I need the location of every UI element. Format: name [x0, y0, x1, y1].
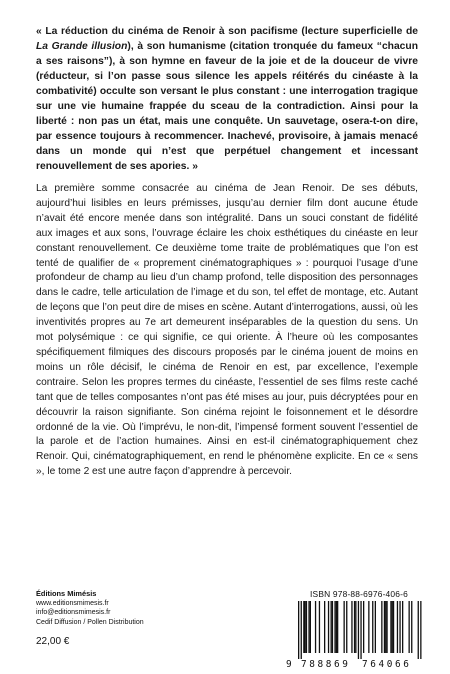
barcode-bar — [385, 601, 386, 653]
price: 22,00 € — [36, 636, 70, 647]
publisher-email: info@editionsmimesis.fr — [36, 609, 111, 616]
barcode-bar — [328, 601, 329, 653]
barcode-bar — [344, 601, 345, 653]
book-description: La première somme consacrée au cinéma de Jean Renoir. De ses débuts, aujourd’hui lisibles en leurs prémisses, jusqu’au dernier film dont aucune étude n’avait été encore menée dans son intégralité. Dans un souci constant de fidélité aux images et aux sons, l’ouvrage éclaire les choix esthétiques du cinéaste en leur constant renouvellement. Ce deuxième tome traite de problématiques que l’on est tenté de qualifier de « proprement cinématographiques » : pourquoi l’usage d’une profondeur de champ au lieu d’un champ profond, telle disposition des personnages dans le cadre, telle articulation de l’image et du son, tel effet de montage, etc. Autant de leçons que l’on peut dire de mises en scène. Autant d’interrogations, aussi, où les inventivités propres au 7e art demeurent inséparables de la question du sens. Un mot polysémique : ce qui signifie, ce qui oriente. À l’heure où les composantes spécifiquement filmiques des discours proposés par le cinéma jouent de moins en moins un rôle décisif, le cinéma de Renoir en est, par excellence, l’exemple contraire. Selon les propres termes du cinéaste, l’essentiel de ses films reste caché tant que de telles composantes n’ont pas été mises au jour, puis décryptées pour en découvrir la raison signifiante. Son cinéma rejoint le foisonnement et le désordre ordonné de la vie. Où l’imprévu, le non-dit, l’impensé forment souvent l’essentiel de la parole et de l’action humaines. Ainsi en est-il cinématographiquement chez Renoir. Qui, cinématographiquement, en rend le phénomène explicite. En ce « sens », le tome 2 est une autre façon d’apprendre à percevoir. — [36, 183, 418, 478]
barcode-bar — [332, 601, 333, 653]
barcode-bar — [399, 601, 400, 653]
barcode-image — [286, 601, 424, 661]
quote-film-title: La Grande illusion — [36, 41, 128, 52]
barcode-bar — [375, 601, 376, 653]
barcode-bar — [390, 601, 391, 653]
barcode-bar — [411, 601, 412, 653]
barcode-left-group: 788869 — [301, 659, 351, 670]
barcode-bar — [363, 601, 364, 653]
barcode-bar — [310, 601, 311, 653]
barcode-bar — [324, 601, 325, 653]
publisher-name: Éditions Mimésis — [36, 589, 97, 598]
barcode-digits — [286, 659, 424, 671]
barcode-bar — [384, 601, 385, 653]
isbn-label: ISBN 978-88-6976-406-6 — [310, 589, 408, 599]
barcode-bar — [346, 601, 347, 653]
barcode-bar — [337, 601, 338, 653]
back-cover-quote — [36, 24, 418, 174]
publisher-info — [36, 589, 236, 627]
barcode-bar — [409, 601, 410, 653]
barcode-bar — [360, 601, 361, 659]
quote-text-end: ), à son humanisme (citation tronquée du fameux “chacun a ses raisons”), à son hymne en faveur de la joie et de la douceur de vivre (réducteur, si l’on passe sous silence les appels réitérés du cinéaste à la combativité) occulte son versant le plus constant : une interrogation tragique sur une vie humaine frappée du sceau de la contradiction. Ainsi pour la liberté : non pas un état, mais une conquête. Un sauvetage, osera-t-on dire, par essence toujours à recommencer. Inachevé, provisoire, à jamais menacé dans un monde qui n’est que perpétuel changement et incessant renouvellement de ses apories. » — [36, 41, 418, 172]
barcode-first-digit: 9 — [286, 659, 292, 670]
barcode-bar — [418, 601, 419, 659]
barcode-bar — [358, 601, 359, 659]
barcode-block — [286, 589, 424, 671]
barcode-bar — [334, 601, 335, 653]
barcode-bar — [315, 601, 316, 653]
barcode-bar — [305, 601, 306, 653]
barcode-bar — [381, 601, 382, 653]
barcode-bar — [402, 601, 403, 653]
barcode-bar — [301, 601, 302, 659]
barcode-bar — [303, 601, 304, 653]
barcode-bar — [355, 601, 356, 653]
quote-text-start: « La réduction du cinéma de Renoir à son pacifisme (lecture superficielle de — [36, 26, 418, 37]
publisher-website: www.editionsmimesis.fr — [36, 599, 109, 607]
barcode-bar — [331, 601, 332, 653]
barcode-bar — [386, 601, 387, 653]
barcode-bar — [351, 601, 352, 653]
barcode-bar — [336, 601, 337, 653]
publisher-distribution: Cedif Diffusion / Pollen Distribution — [36, 618, 144, 626]
barcode-bar — [420, 601, 421, 659]
barcode-bar — [319, 601, 320, 653]
barcode-bar — [298, 601, 299, 659]
barcode-bar — [308, 601, 309, 653]
barcode-right-group: 764066 — [362, 659, 412, 670]
barcode-bar — [368, 601, 369, 653]
barcode-bar — [397, 601, 398, 653]
barcode-bar — [393, 601, 394, 653]
barcode-bar — [372, 601, 373, 653]
barcode-bar — [306, 601, 307, 653]
barcode-bar — [354, 601, 355, 653]
barcode-bar — [392, 601, 393, 653]
